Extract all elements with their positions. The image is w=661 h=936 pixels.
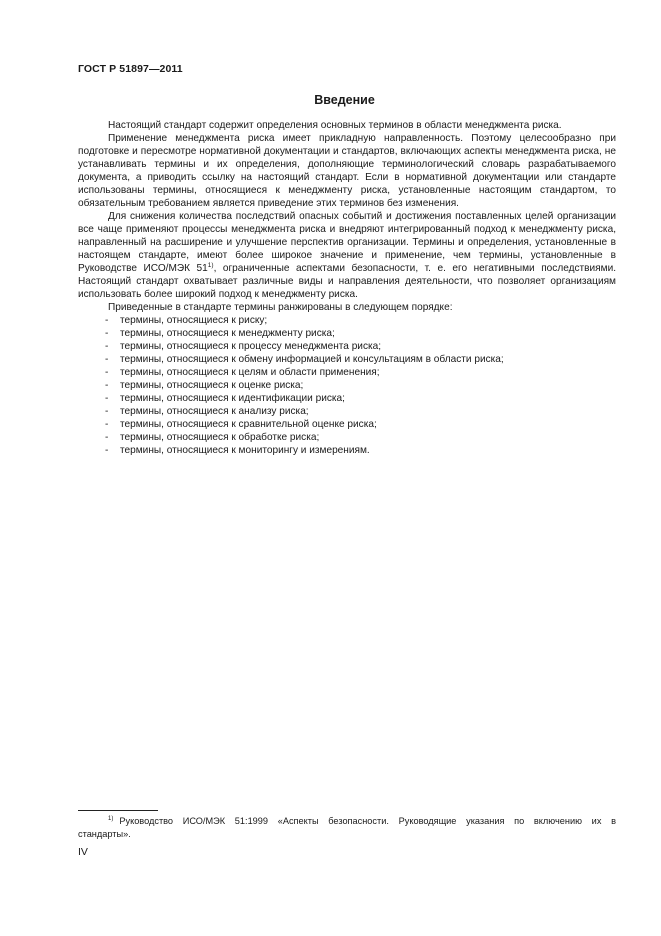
list-item-text: термины, относящиеся к сравнительной оценке риска; (120, 419, 377, 430)
paragraph-3 (78, 210, 616, 301)
list-item-text: термины, относящиеся к менеджменту риска; (120, 328, 335, 339)
list-dash: - (105, 380, 109, 391)
list-item (78, 327, 616, 340)
list-item-text: термины, относящиеся к идентификации риска; (120, 393, 345, 404)
paragraph-3-part-1: Для снижения количества последствий опасных событий и достижения поставленных целей организации все чаще применяют процессы менеджмента риска и внедряют интегрированный подход к менеджменту риска, направленный на расширение и улучшение перспектив организации. Термины и определения, установленные в настоящем стандарте, имеют более широкое значение и применение, чем термины, установленные в Руководстве ИСО/МЭК 51 (78, 211, 616, 274)
list-dash: - (105, 406, 109, 417)
list-item (78, 353, 616, 366)
terms-order-list (78, 314, 616, 457)
list-item-text: термины, относящиеся к целям и области применения; (120, 367, 380, 378)
footnote (78, 815, 616, 841)
list-item (78, 340, 616, 353)
list-dash: - (105, 419, 109, 430)
list-dash: - (105, 432, 109, 443)
document-code: ГОСТ Р 51897—2011 (78, 63, 183, 75)
list-item (78, 418, 616, 431)
footnote-marker: 1) (108, 816, 114, 822)
paragraph-3-part-2: , ограниченные аспектами безопасности, т. е. его негативными последствиями. Настоящий стандарт охватывает различные виды и направления деятельности, что позволяет организациям использовать более широкий подход к менеджменту риска. (78, 263, 617, 300)
list-item-text: термины, относящиеся к анализу риска; (120, 406, 309, 417)
footnote-reference: 1) (207, 262, 214, 269)
list-item (78, 366, 616, 379)
list-item (78, 444, 616, 457)
list-item-text: термины, относящиеся к обработке риска; (120, 432, 320, 443)
list-item (78, 392, 616, 405)
list-item-text: термины, относящиеся к обмену информацией и консультациям в области риска; (120, 354, 504, 365)
section-title: Введение (314, 93, 375, 107)
list-dash: - (105, 328, 109, 339)
list-item (78, 405, 616, 418)
list-item (78, 431, 616, 444)
list-item-text: термины, относящиеся к оценке риска; (120, 380, 304, 391)
introduction-body (78, 119, 616, 457)
footnote-divider (78, 810, 158, 811)
list-dash: - (105, 393, 109, 404)
page-number: IV (78, 846, 88, 858)
list-item-text: термины, относящиеся к мониторингу и измерениям. (120, 445, 370, 456)
list-dash: - (105, 367, 109, 378)
paragraph-4: Приведенные в стандарте термины ранжированы в следующем порядке: (108, 302, 453, 313)
footnote-text: Руководство ИСО/МЭК 51:1999 «Аспекты безопасности. Руководящие указания по включению их в стандарты». (78, 816, 616, 839)
list-item (78, 314, 616, 327)
paragraph-1: Настоящий стандарт содержит определения основных терминов в области менеджмента риска. (108, 120, 562, 131)
list-dash: - (105, 354, 109, 365)
list-dash: - (105, 315, 109, 326)
paragraph-2: Применение менеджмента риска имеет прикладную направленность. Поэтому целесообразно при подготовке и пересмотре нормативной документации и стандартов, включающих аспекты менеджмента риска, не устанавливать термины и их определения, дополняющие терминологический словарь разрабатываемого документа, а приводить ссылку на настоящий стандарт. Если в нормативной документации или стандарте использованы термины, относящиеся к менеджменту риска, установленные настоящим стандартом, то обязательным требованием является приведение этих терминов без изменения. (78, 133, 616, 209)
list-item (78, 379, 616, 392)
list-item-text: термины, относящиеся к риску; (120, 315, 268, 326)
list-dash: - (105, 445, 109, 456)
list-item-text: термины, относящиеся к процессу менеджмента риска; (120, 341, 382, 352)
list-dash: - (105, 341, 109, 352)
